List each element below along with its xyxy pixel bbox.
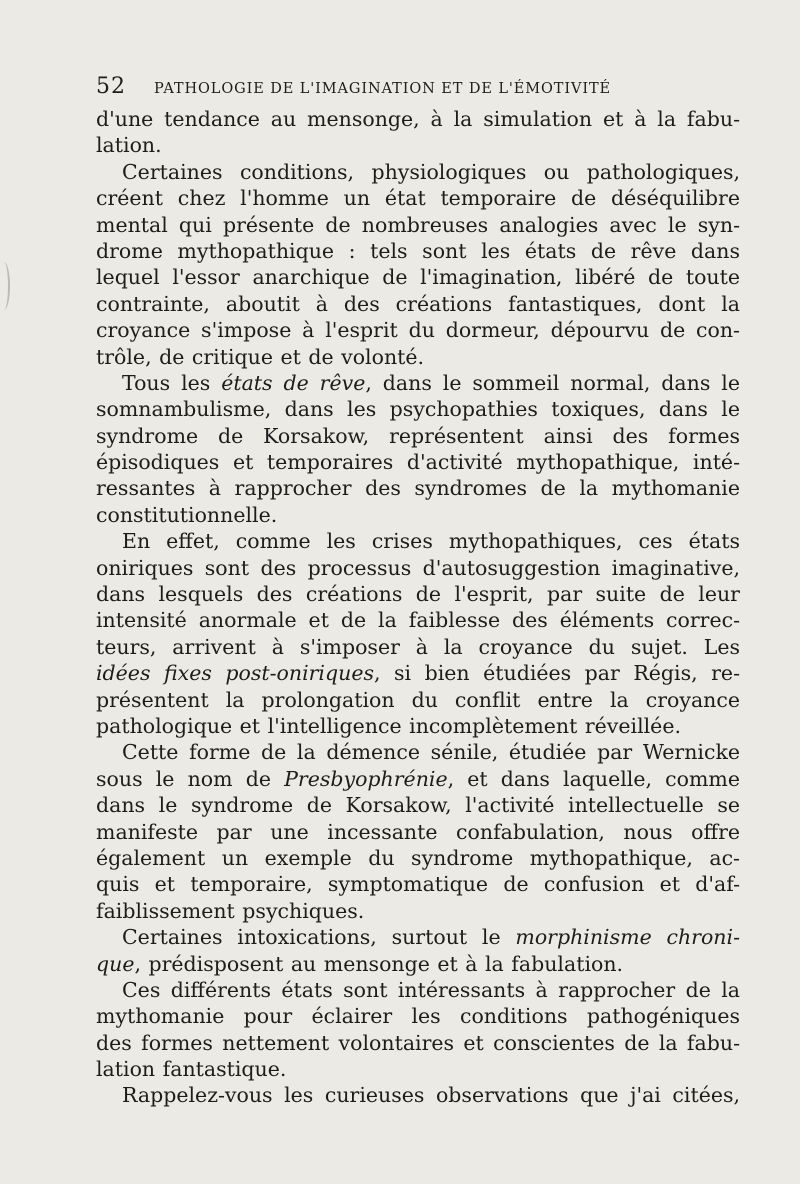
text-line: faiblissement psychiques. [96,898,365,923]
italic-text-run: idées fixes post-oniriques [96,661,374,686]
running-head: PATHOLOGIE DE L'IMAGINATION ET DE L'ÉMOTIVITÉ [154,81,612,97]
text-line: lequel l'essor anarchique de l'imagination, libéré de toute [96,265,740,290]
italic-text-run: morphinisme chroni- [515,925,740,950]
text-line: somnambulisme, dans les psychopathies toxiques, dans le [96,397,740,422]
text-line: dans le syndrome de Korsakow, l'activité intellectuelle se [96,793,740,818]
text-run: Tous les [122,370,222,395]
text-line [96,924,740,950]
text-line [96,766,740,792]
text-line: oniriques sont des processus d'autosuggestion imaginative, [96,555,740,580]
text-line: croyance s'impose à l'esprit du dormeur, dépourvu de con- [96,318,740,343]
text-run: Certaines intoxications, surtout le [122,925,516,950]
text-line: mythomanie pour éclairer les conditions pathogéniques [96,1004,740,1029]
italic-text-run: que [96,951,135,976]
page-header [96,74,746,99]
text-run: sous le nom de [96,766,285,791]
text-line: Ces différents états sont intéressants à rapprocher de la [122,977,740,1002]
text-run: , si bien étudiées par Régis, re- [373,661,740,686]
text-line: quis et temporaire, symptomatique de confusion et d'af- [96,872,740,897]
body-text [96,106,740,1109]
text-line [96,660,740,686]
text-line: lation fantastique. [96,1057,287,1082]
text-run: , dans le sommeil normal, dans le [365,370,740,395]
text-line: Rappelez-vous les curieuses observations que j'ai citées, [122,1083,740,1108]
text-line: contrainte, aboutit à des créations fantastiques, dont la [96,291,740,316]
text-line: trôle, de critique et de volonté. [96,344,425,369]
text-line: constitutionnelle. [96,502,278,527]
text-line: dans lesquels des créations de l'esprit, par suite de leur [96,582,740,607]
text-line: lation. [96,133,162,158]
text-line: Cette forme de la démence sénile, étudiée par Wernicke [122,740,740,765]
text-line: également un exemple du syndrome mythopathique, ac- [96,845,740,870]
text-line: teurs, arrivent à s'imposer à la croyance du sujet. Les [96,634,740,659]
text-line: Certaines conditions, physiologiques ou pathologiques, [122,159,740,184]
page-edge-mark [0,262,10,310]
text-line: intensité anormale et de la faiblesse des éléments correc- [96,608,740,633]
italic-text-run: Presbyophrénie [284,766,448,791]
text-line: pathologique et l'intelligence incomplètement réveillée. [96,713,681,738]
text-line: En effet, comme les crises mythopathiques, ces états [122,529,740,554]
page-number: 52 [96,74,126,99]
text-line: épisodiques et temporaires d'activité mythopathique, inté- [96,450,740,475]
text-line: présentent la prolongation du conflit entre la croyance [96,687,740,712]
text-line: manifeste par une incessante confabulation, nous offre [96,819,740,844]
text-line: créent chez l'homme un état temporaire de déséquilibre [96,186,740,211]
text-line: mental qui présente de nombreuses analogies avec le syn- [96,212,740,237]
text-line: des formes nettement volontaires et conscientes de la fabu- [96,1030,740,1055]
text-line [96,370,740,396]
italic-text-run: états de rêve [221,370,366,395]
text-line: drome mythopathique : tels sont les états de rêve dans [96,238,740,263]
text-line: d'une tendance au mensonge, à la simulation et à la fabu- [96,107,740,131]
text-run: , prédisposent au mensonge et à la fabulation. [134,951,624,976]
text-line: syndrome de Korsakow, représentent ainsi des formes [96,423,740,448]
text-run: , et dans laquelle, comme [447,766,740,791]
text-line [96,951,740,977]
text-line: ressantes à rapprocher des syndromes de la mythomanie [96,476,740,501]
